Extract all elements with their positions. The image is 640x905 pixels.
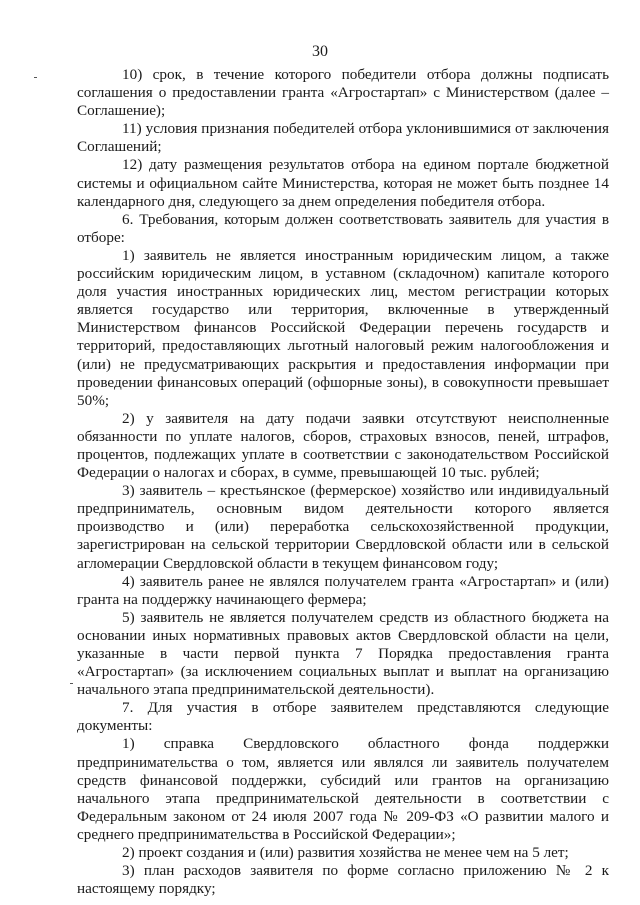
document-body	[77, 66, 609, 898]
paragraph-item-10-signing-deadline: 10) срок, в течение которого победители отбора должны подписать соглашения о предоставлении гранта «Агростартап» с Министерством (далее – Соглашение);	[77, 66, 609, 120]
paragraph-item-11-evasion-conditions: 11) условия признания победителей отбора уклонившимися от заключения Соглашений;	[77, 120, 609, 156]
paragraph-document-1-fund-certificate: 1) справка Свердловского областного фонда поддержки предпринимательства о том, является или являлся ли заявитель получателем средств финансовой поддержки, субсидий или грантов на организацию начального этапа предпринимательской деятельности в соответствии с Федеральным законом от 24 июля 2007 года № 209-ФЗ «О развитии малого и среднего предпринимательства в Российской Федерации»;	[77, 735, 609, 843]
paragraph-requirement-5-budget-funds: 5) заявитель не является получателем средств из областного бюджета на основании иных нормативных правовых актов Свердловской области на цели, указанные в части первой пункта 7 Порядка предоставления гранта «Агростартап» (за исключением социальных выплат и выплат на организацию начального этапа предпринимательской деятельности).	[77, 608, 609, 699]
paragraph-item-12-results-publication: 12) дату размещения результатов отбора на едином портале бюджетной системы и официальном сайте Министерства, которая не может быть позднее 14 календарного дня, следующего за днем определения победителя отбора.	[77, 156, 609, 210]
paragraph-requirement-1-foreign-entity: 1) заявитель не является иностранным юридическим лицом, а также российским юридическим лицом, в уставном (складочном) капитале которого доля участия иностранных юридических лиц, местом регистрации которых является государство или территория, включенные в утвержденный Министерством финансов Российской Федерации перечень государств и территорий, предоставляющих льготный налоговый режим налогообложения и (или) не предусматривающих раскрытия и предоставления информации при проведении финансовых операций (офшорные зоны), в совокупности превышает 50%;	[77, 246, 609, 409]
paragraph-requirement-4-prior-grant: 4) заявитель ранее не являлся получателем гранта «Агростартап» и (или) гранта на поддержку начинающего фермера;	[77, 572, 609, 608]
margin-mark	[34, 77, 37, 78]
margin-mark	[70, 683, 73, 684]
paragraph-requirement-2-tax-debts: 2) у заявителя на дату подачи заявки отсутствуют неисполненные обязанности по уплате налогов, сборов, страховых взносов, пеней, штрафов, процентов, подлежащих уплате в соответствии с законодательством Российской Федерации о налогах и сборах, в сумме, превышающей 10 тыс. рублей;	[77, 409, 609, 482]
paragraph-document-3-expense-plan: 3) план расходов заявителя по форме согласно приложению № 2 к настоящему порядку;	[77, 862, 609, 898]
paragraph-section-6-requirements: 6. Требования, которым должен соответствовать заявитель для участия в отборе:	[77, 210, 609, 246]
paragraph-requirement-3-farm-status: 3) заявитель – крестьянское (фермерское) хозяйство или индивидуальный предприниматель, основным видом деятельности которого является производство и (или) переработка сельскохозяйственной продукции, зарегистрирован на сельской территории Свердловской области или в сельской агломерации Свердловской области в текущем финансовом году;	[77, 482, 609, 572]
paragraph-document-2-project: 2) проект создания и (или) развития хозяйства не менее чем на 5 лет;	[122, 844, 569, 862]
paragraph-section-7-documents: 7. Для участия в отборе заявителем представляются следующие документы:	[77, 699, 609, 735]
page-number: 30	[312, 43, 328, 60]
